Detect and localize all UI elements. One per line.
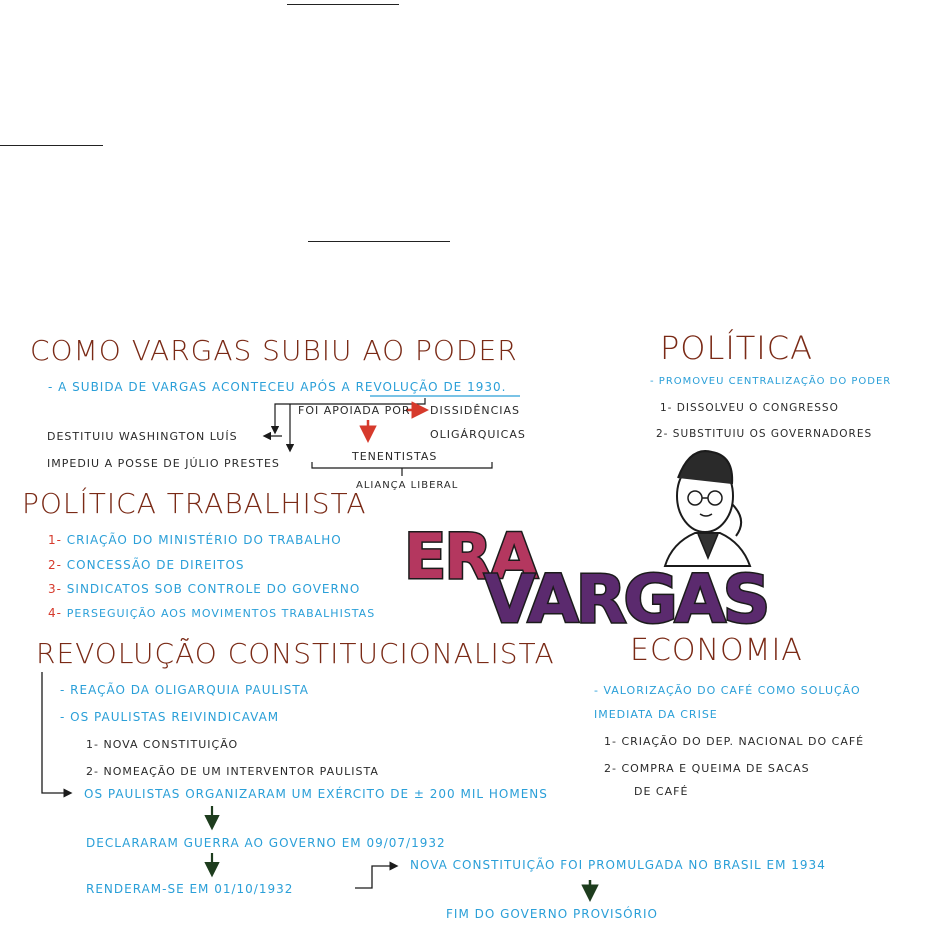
politica-item-1: 1- DISSOLVEU O CONGRESSO xyxy=(660,402,839,414)
economia-item-1: IMEDIATA DA CRISE xyxy=(594,708,718,721)
era-vargas-logo-art xyxy=(402,512,777,627)
revolucao-item-7: NOVA CONSTITUIÇÃO FOI PROMULGADA NO BRASIL EM 1934 xyxy=(410,858,826,872)
subida-tenentistas: TENENTISTAS xyxy=(352,450,438,463)
section-title-politica: POLÍTICA xyxy=(660,329,813,367)
politica-item-0: - PROMOVEU CENTRALIZAÇÃO DO PODER xyxy=(650,376,892,387)
subida-alianca: ALIANÇA LIBERAL xyxy=(356,480,459,491)
section-title-revolucao: REVOLUÇÃO CONSTITUCIONALISTA xyxy=(36,637,555,670)
trabalhista-item-2-text: SINDICATOS SOB CONTROLE DO GOVERNO xyxy=(66,582,361,596)
economia-item-2: 1- CRIAÇÃO DO DEP. NACIONAL DO CAFÉ xyxy=(604,735,865,748)
trabalhista-item-3-num: 4- xyxy=(48,606,62,620)
trabalhista-item-1-num: 2- xyxy=(48,558,62,572)
trabalhista-item-0-text: CRIAÇÃO DO MINISTÉRIO DO TRABALHO xyxy=(66,533,342,547)
revolucao-item-6: RENDERAM-SE EM 01/10/1932 xyxy=(86,882,294,896)
logo-vargas-text: VARGAS xyxy=(484,561,768,627)
subida-line1: - A SUBIDA DE VARGAS ACONTECEU APÓS A REVOLUÇÃO DE 1930. xyxy=(48,380,507,394)
logo-era-text: ERA xyxy=(404,520,537,593)
revolucao-item-3: 2- NOMEAÇÃO DE UM INTERVENTOR PAULISTA xyxy=(86,765,379,778)
subida-impediu: IMPEDIU A POSSE DE JÚLIO PRESTES xyxy=(47,457,280,470)
trabalhista-item-3-text: PERSEGUIÇÃO AOS MOVIMENTOS TRABALHISTAS xyxy=(66,607,376,620)
trabalhista-item-2 xyxy=(48,582,360,596)
subida-dissidencias: DISSIDÊNCIAS xyxy=(430,404,521,417)
subida-oligarquicas: OLIGÁRQUICAS xyxy=(430,428,526,441)
section-title-trabalhista: POLÍTICA TRABALHISTA xyxy=(22,487,367,520)
trabalhista-item-1-text: CONCESSÃO DE DIREITOS xyxy=(66,558,245,572)
era-vargas-logo xyxy=(402,512,777,627)
subida-apoiada: FOI APOIADA POR xyxy=(298,404,411,417)
economia-item-4: DE CAFÉ xyxy=(634,785,689,798)
revolucao-item-2: 1- NOVA CONSTITUIÇÃO xyxy=(86,738,239,751)
trabalhista-item-1 xyxy=(48,558,245,572)
revolucao-item-1: - OS PAULISTAS REIVINDICAVAM xyxy=(60,710,280,724)
economia-item-0: - VALORIZAÇÃO DO CAFÉ COMO SOLUÇÃO xyxy=(594,684,861,697)
revolucao-item-4: OS PAULISTAS ORGANIZARAM UM EXÉRCITO DE ± 200 MIL HOMENS xyxy=(84,787,548,801)
economia-item-3: 2- COMPRA E QUEIMA DE SACAS xyxy=(604,762,810,775)
trabalhista-item-2-num: 3- xyxy=(48,582,62,596)
subida-destituiu: DESTITUIU WASHINGTON LUÍS xyxy=(47,430,238,443)
trabalhista-item-0 xyxy=(48,533,342,547)
section-title-economia: ECONOMIA xyxy=(630,633,803,668)
trabalhista-item-3 xyxy=(48,606,375,620)
politica-item-2: 2- SUBSTITUIU OS GOVERNADORES xyxy=(656,428,873,440)
revolucao-item-8: FIM DO GOVERNO PROVISÓRIO xyxy=(446,907,658,921)
revolucao-item-0: - REAÇÃO DA OLIGARQUIA PAULISTA xyxy=(60,683,309,697)
section-title-subida: COMO VARGAS SUBIU AO PODER xyxy=(30,334,518,367)
revolucao-item-5: DECLARARAM GUERRA AO GOVERNO EM 09/07/1932 xyxy=(86,836,446,850)
trabalhista-item-0-num: 1- xyxy=(48,533,62,547)
